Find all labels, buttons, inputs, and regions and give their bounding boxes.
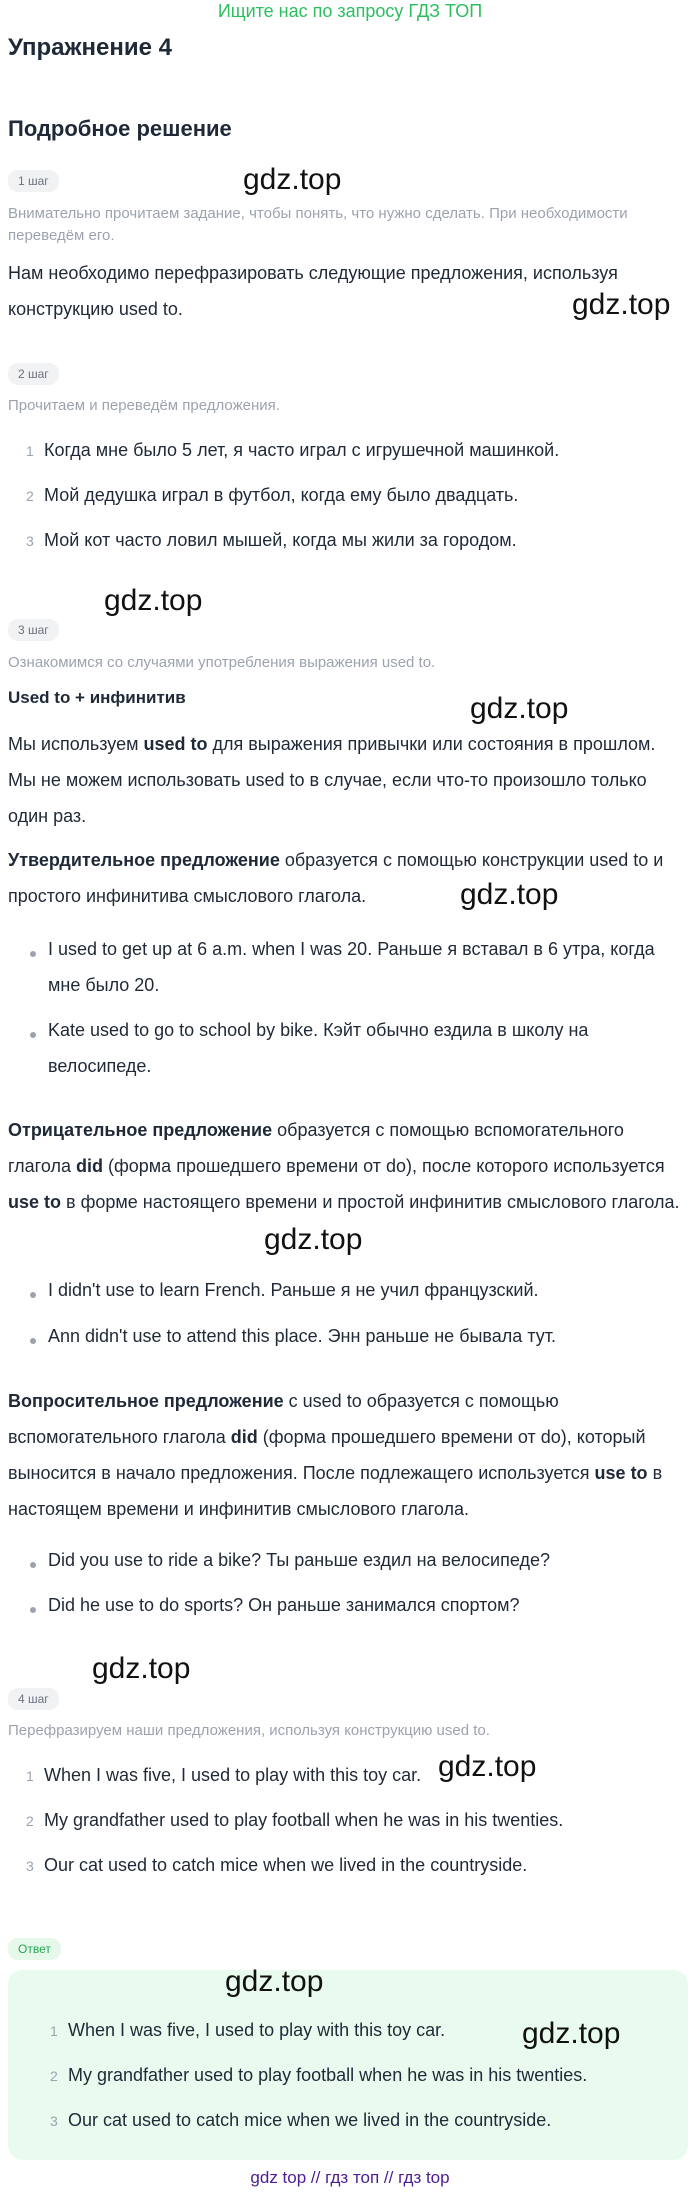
- list-item: Did you use to ride a bike? Ты раньше ездил на велосипеде?: [48, 1550, 550, 1570]
- list-item: I didn't use to learn French. Раньше я не учил французский.: [48, 1280, 539, 1300]
- watermark: gdz.top: [264, 1223, 363, 1256]
- watermark: gdz.top: [243, 163, 342, 196]
- list-item: Мой дедушка играл в футбол, когда ему было двадцать.: [44, 485, 519, 505]
- list-item: When I was five, I used to play with this toy car.: [44, 1765, 422, 1785]
- answer-badge: Ответ: [8, 1938, 61, 1960]
- list-item: Ann didn't use to attend this place. Энн раньше не бывала тут.: [48, 1326, 557, 1346]
- step-4-badge: 4 шаг: [8, 1688, 59, 1710]
- list-item: Мой кот часто ловил мышей, когда мы жили за городом.: [44, 530, 517, 550]
- watermark: gdz.top: [92, 1652, 191, 1685]
- text: в форме настоящего времени и простой инфинитив смыслового глагола.: [61, 1192, 680, 1212]
- list-item: My grandfather used to play football when he was in his twenties.: [44, 1810, 564, 1830]
- list-number: 3: [50, 2113, 58, 2129]
- text: образуется с помощью конструкции used to и простого инфинитива смыслового глагола.: [8, 850, 664, 906]
- list-number: 1: [50, 2023, 58, 2039]
- rule-paragraph: [8, 726, 688, 834]
- question-paragraph: [8, 1383, 688, 1527]
- bullet-icon: [30, 1607, 36, 1613]
- text: (форма прошедшего времени от do), после которого используется: [102, 1156, 665, 1176]
- emphasis: did: [75, 1156, 103, 1176]
- bullet-icon: [30, 951, 36, 957]
- list-number: 1: [26, 443, 34, 459]
- negative-paragraph: [8, 1112, 688, 1220]
- list-item: Когда мне было 5 лет, я часто играл с игрушечной машинкой.: [44, 440, 560, 460]
- watermark: gdz.top: [572, 288, 671, 321]
- text: (форма прошедшего времени от do), который выносится в начало предложения. После подлежащего используется: [8, 1427, 646, 1483]
- emphasis: did: [230, 1427, 258, 1447]
- page-title: Упражнение 4: [8, 34, 172, 61]
- text: Мы используем: [8, 734, 144, 754]
- affirmative-paragraph: [8, 842, 688, 914]
- list-item: My grandfather used to play football when he was in his twenties.: [68, 2065, 588, 2085]
- watermark: gdz.top: [104, 584, 203, 617]
- step-3-note: Ознакомимся со случаями употребления выражения used to.: [8, 654, 436, 671]
- step-1-text: Нам необходимо перефразировать следующие предложения, используя конструкцию used to.: [8, 263, 618, 319]
- step-2-note: Прочитаем и переведём предложения.: [8, 397, 280, 414]
- text: образуется с помощью вспомогательного глагола: [8, 1120, 624, 1176]
- top-banner[interactable]: Ищите нас по запросу ГДЗ ТОП: [217, 1, 483, 21]
- solution-heading: Подробное решение: [8, 116, 232, 141]
- list-number: 2: [26, 488, 34, 504]
- list-number: 3: [26, 1858, 34, 1874]
- step-2-badge: 2 шаг: [8, 363, 59, 385]
- watermark: gdz.top: [438, 1750, 537, 1783]
- list-item: I used to get up at 6 a.m. when I was 20. Раньше я вставал в 6 утра, когда мне было 20.: [48, 939, 655, 995]
- bullet-icon: [30, 1562, 36, 1568]
- list-item: When I was five, I used to play with this toy car.: [68, 2020, 446, 2040]
- watermark: gdz.top: [522, 2017, 621, 2050]
- list-number: 3: [26, 533, 34, 549]
- watermark: gdz.top: [460, 878, 559, 911]
- rule-heading: Used to + инфинитив: [8, 688, 186, 707]
- watermark: gdz.top: [225, 1965, 324, 1998]
- bullet-icon: [30, 1338, 36, 1344]
- emphasis: Отрицательное предложение: [8, 1120, 273, 1140]
- step-1-badge: 1 шаг: [8, 170, 59, 192]
- list-item: Our cat used to catch mice when we lived in the countryside.: [68, 2110, 552, 2130]
- list-item: Kate used to go to school by bike. Кэйт обычно ездила в школу на велосипеде.: [48, 1020, 589, 1076]
- step-1-note: Внимательно прочитаем задание, чтобы понять, что нужно сделать. При необходимости переведём его.: [8, 205, 628, 244]
- emphasis: use to: [8, 1192, 62, 1212]
- bullet-icon: [30, 1032, 36, 1038]
- footer-links[interactable]: gdz top // гдз топ // гдз top: [250, 2168, 450, 2187]
- emphasis: use to: [594, 1463, 648, 1483]
- emphasis: used to: [143, 734, 208, 754]
- step-3-badge: 3 шаг: [8, 619, 59, 641]
- emphasis: Вопросительное предложение: [8, 1391, 284, 1411]
- text: с used to образуется с помощью вспомогательного глагола: [8, 1391, 559, 1447]
- step-4-note: Перефразируем наши предложения, используя конструкцию used to.: [8, 1722, 490, 1739]
- list-item: Our cat used to catch mice when we lived in the countryside.: [44, 1855, 528, 1875]
- list-item: Did he use to do sports? Он раньше занимался спортом?: [48, 1595, 520, 1615]
- list-number: 2: [26, 1813, 34, 1829]
- text: для выражения привычки или состояния в прошлом. Мы не можем использовать used to в случае, если что-то произошло только один раз.: [8, 734, 656, 826]
- bullet-icon: [30, 1292, 36, 1298]
- text: в настоящем времени и инфинитив смыслового глагола.: [8, 1463, 663, 1519]
- list-number: 1: [26, 1768, 34, 1784]
- list-number: 2: [50, 2068, 58, 2084]
- emphasis: Утвердительное предложение: [8, 850, 280, 870]
- watermark: gdz.top: [470, 692, 569, 725]
